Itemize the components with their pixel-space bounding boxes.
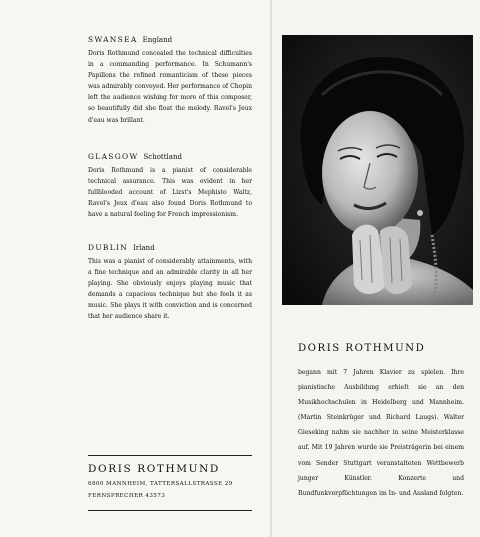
review-dublin <box>88 243 252 323</box>
portrait-photo <box>282 35 473 305</box>
review-text: Doris Rothmund concealed the technical difficulties in a commanding performance. In Schumann's Papillons the refined romanticism of these pieces was admirably conveyed. Her performance of Chopin left the audience wishing for more of this composer, so beautifully did she float the melody. Ravel's Jeux d'eau was brillant. <box>88 50 252 124</box>
review-text: Doris Rothmund is a pianist of considerable technical assurance. This was evident in her fullblooded account of Lizst's Mephisto Waltz, Ravel's Jeux d'eau also found Doris Rothmund to have a natural feeling for French impressionism. <box>88 167 252 219</box>
review-heading <box>88 35 252 44</box>
review-text: This was a pianist of considerably attainments, with a fine technique and an admirable clarity in all her playing. She obviously enjoys playing music that demands a capacious technique but she feels it as music. She plays it with conviction and is concerned that her audience share it. <box>88 258 252 321</box>
address-top-rule <box>88 455 252 456</box>
address-street: 6800 MANNHEIM, TATTERSALLSTRASSE 29 <box>88 481 233 487</box>
address-phone: FERNSPRECHER 43573 <box>88 493 166 499</box>
review-city: DUBLIN <box>88 243 129 252</box>
bio-text: begann mit 7 Jahren Klavier zu spielen. Ihre pianistische Ausbildung erhielt sie an den Musikhochschulen in Heidelberg und Mannheim. (Martin Steinkrüger und Richard Laugs). Walter Gieseking nahm sie nachher in seine Meisterklasse auf. Mit 19 Jahren wurde sie Preisträgerin bei einem vom Sender Stuttgart veranstalteten Wettbewerb junger Künstler. Konzerte und Rundfunkverpflichtungen im In- und Ausland folgten. <box>298 369 464 497</box>
review-country: England <box>142 36 173 44</box>
address-bottom-rule <box>88 510 252 511</box>
review-heading <box>88 243 252 252</box>
review-glasgow <box>88 152 252 220</box>
review-city: SWANSEA <box>88 35 138 44</box>
review-country: Irland <box>133 244 155 252</box>
review-heading <box>88 152 252 161</box>
bio-title: DORIS ROTHMUND <box>298 343 426 354</box>
review-city: GLASGOW <box>88 152 139 161</box>
review-country: Schottland <box>143 153 182 161</box>
review-swansea <box>88 35 252 126</box>
address-name: DORIS ROTHMUND <box>88 463 220 475</box>
